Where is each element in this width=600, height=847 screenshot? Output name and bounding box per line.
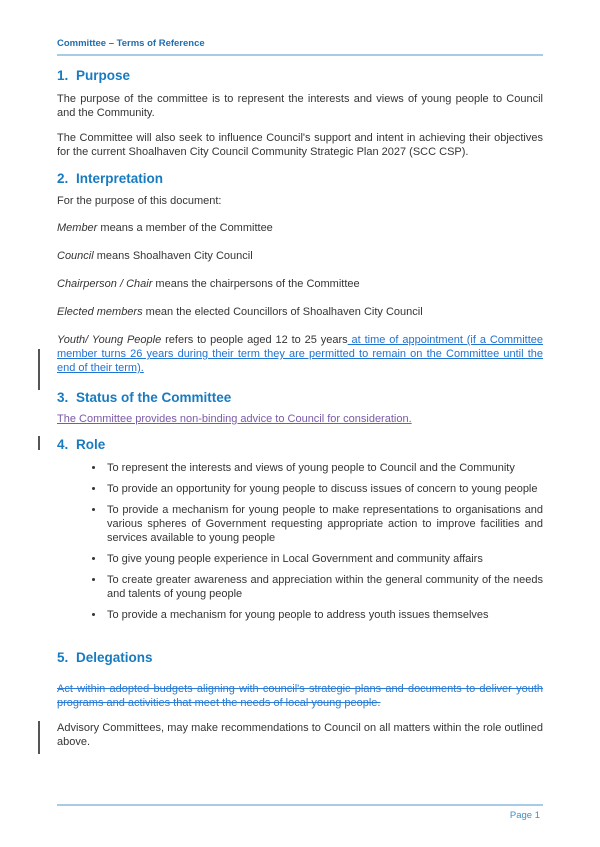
section-5-title: Delegations	[76, 650, 153, 665]
page-number: Page 1	[509, 810, 540, 821]
section-4-number: 4.	[57, 437, 69, 452]
definition-youth	[57, 333, 543, 375]
section-5-number: 5.	[57, 650, 69, 665]
footer-rule	[57, 804, 543, 806]
section-3-title: Status of the Committee	[76, 390, 232, 405]
definition-term: Elected members	[57, 306, 143, 318]
definition-council	[57, 249, 543, 263]
definition-elected-members	[57, 305, 543, 319]
tracked-change-bar	[38, 721, 40, 754]
status-tracked-insertion: The Committee provides non-binding advice to Council for consideration.	[57, 413, 412, 425]
definition-text: means Shoalhaven City Council	[93, 250, 253, 262]
role-bullet-item: • To create greater awareness and appreciation within the general community of the needs and talents of young people	[105, 573, 543, 601]
section-4-heading	[57, 436, 543, 453]
section-3-heading	[57, 389, 543, 406]
definition-text: means the chairpersons of the Committee	[152, 278, 360, 290]
role-bullet-item: • To represent the interests and views of young people to Council and the Community	[105, 461, 543, 475]
interpretation-intro: For the purpose of this document:	[57, 195, 222, 207]
role-bullet-item: • To provide a mechanism for young people to make representations to organisations and various spheres of Government requesting appropriate action to improve facilities and services available to young people	[105, 503, 543, 545]
definition-term: Member	[57, 222, 98, 234]
section-2-number: 2.	[57, 171, 69, 186]
definition-term: Council	[57, 250, 94, 262]
purpose-paragraph-1: The purpose of the committee is to represent the interests and views of young people to Council and the Community.	[57, 93, 543, 119]
role-bullet-list	[57, 461, 543, 622]
document-content	[57, 38, 543, 760]
definition-term: Chairperson / Chair	[57, 278, 153, 290]
role-bullet-item: • To give young people experience in Local Government and community affairs	[105, 552, 543, 566]
tracked-change-bar	[38, 349, 40, 390]
role-bullet-item: • To provide an opportunity for young people to discuss issues of concern to young people	[105, 482, 543, 496]
definition-text: refers to people aged 12 to 25 years	[161, 334, 348, 346]
section-3-number: 3.	[57, 390, 69, 405]
section-1-heading	[57, 67, 543, 84]
definition-text: means a member of the Committee	[97, 222, 273, 234]
definition-text: mean the elected Councillors of Shoalhaven City Council	[142, 306, 423, 318]
tracked-insertion: at time of appointment (if a Committee member turns 26 years during their term they are permitted to remain on the Committee until the end of their term).	[57, 334, 544, 374]
section-2-heading	[57, 170, 543, 187]
header-title: Committee – Terms of Reference	[57, 38, 205, 49]
document-header	[57, 38, 543, 56]
definition-member	[57, 221, 543, 235]
section-5-heading	[57, 649, 543, 666]
delegations-paragraph: Advisory Committees, may make recommendations to Council on all matters within the role outlined above.	[57, 722, 543, 748]
tracked-change-bar	[38, 436, 40, 450]
section-4-title: Role	[76, 437, 106, 452]
purpose-paragraph-2: The Committee will also seek to influence Council's support and intent in achieving their objectives for the current Shoalhaven City Council Community Strategic Plan 2027 (SCC CSP).	[57, 132, 543, 158]
section-2-title: Interpretation	[76, 171, 164, 186]
section-1-title: Purpose	[76, 68, 131, 83]
role-bullet-item: • To provide a mechanism for young people to address youth issues themselves	[105, 608, 543, 622]
section-1-number: 1.	[57, 68, 69, 83]
definition-term: Youth/ Young People	[57, 334, 162, 346]
definition-chairperson	[57, 277, 543, 291]
delegations-tracked-deletion: Act within adopted budgets aligning with council's strategic plans and documents to deliver youth programs and activities that meet the needs of local young people.	[57, 683, 543, 709]
